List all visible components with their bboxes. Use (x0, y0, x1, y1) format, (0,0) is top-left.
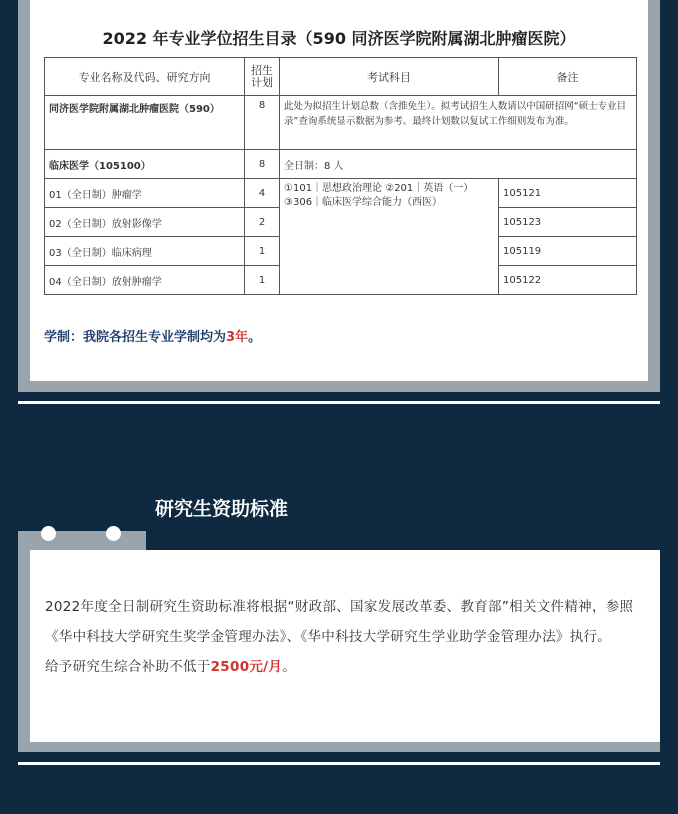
direction-name: 04（全日制）放射肿瘤学 (45, 266, 245, 295)
direction-code: 105123 (499, 208, 637, 237)
header-note: 备注 (499, 58, 637, 96)
table-row (45, 179, 637, 208)
direction-plan: 1 (245, 237, 280, 266)
school-note-prefix: 学制：我院各招生专业学制均为 (44, 330, 227, 345)
institute-note: 此处为拟招生计划总数（含推免生）。拟考试招生人数请以中国研招网“硕士专业目录”查询系统显示数据为参考。最终计划数以复试工作细则发布为准。 (280, 96, 637, 150)
direction-code: 105119 (499, 237, 637, 266)
school-note-suffix: 。 (248, 330, 262, 345)
funding-subsidy (45, 652, 645, 682)
header-major: 专业名称及代码、研究方向 (45, 58, 245, 96)
decorative-dot-icon (106, 526, 121, 541)
direction-plan: 4 (245, 179, 280, 208)
exam-line1: ①101｜思想政治理论 ②201｜英语（一） (284, 183, 474, 194)
section-divider (18, 762, 660, 765)
funding-text (45, 592, 645, 682)
header-plan-line2: 计划 (251, 75, 273, 89)
header-plan-line1: 招生 (251, 63, 273, 77)
direction-name: 03（全日制）临床病理 (45, 237, 245, 266)
funding-paragraph: 2022年度全日制研究生资助标准将根据“财政部、国家发展改革委、教育部”相关文件精神，参照《华中科技大学研究生奖学金管理办法》、《华中科技大学研究生学业助学金管理办法》执行。 (45, 599, 634, 645)
subsidy-value: 2500元/月 (210, 659, 283, 675)
subsidy-prefix: 给予研究生综合补助不低于 (45, 659, 211, 675)
direction-plan: 1 (245, 266, 280, 295)
decorative-dot-icon (41, 526, 56, 541)
subsidy-suffix: 。 (282, 659, 297, 675)
direction-plan: 2 (245, 208, 280, 237)
section-title: 研究生资助标准 (155, 498, 289, 520)
table-header-row (45, 58, 637, 96)
major-name: 临床医学（105100） (45, 150, 245, 179)
institute-plan: 8 (245, 96, 280, 150)
header-plan (245, 58, 280, 96)
table-row (45, 96, 637, 150)
major-note: 全日制：8 人 (280, 150, 637, 179)
school-system-note (44, 326, 261, 345)
direction-name: 02（全日制）放射影像学 (45, 208, 245, 237)
section-divider (18, 401, 660, 404)
catalog-title: 2022 年专业学位招生目录（590 同济医学院附属湖北肿瘤医院） (102, 29, 576, 48)
direction-code: 105122 (499, 266, 637, 295)
direction-code: 105121 (499, 179, 637, 208)
exam-line2: ③306｜临床医学综合能力（西医） (284, 197, 443, 208)
direction-name: 01（全日制）肿瘤学 (45, 179, 245, 208)
institute-name: 同济医学院附属湖北肿瘤医院（590） (45, 96, 245, 150)
exam-subjects (280, 179, 499, 295)
tab-gap (146, 531, 660, 550)
header-exam: 考试科目 (280, 58, 499, 96)
catalog-card (30, 0, 648, 381)
catalog-table (44, 57, 637, 295)
major-plan: 8 (245, 150, 280, 179)
school-note-value: 3年 (226, 330, 249, 345)
funding-card (30, 550, 660, 742)
table-row (45, 150, 637, 179)
